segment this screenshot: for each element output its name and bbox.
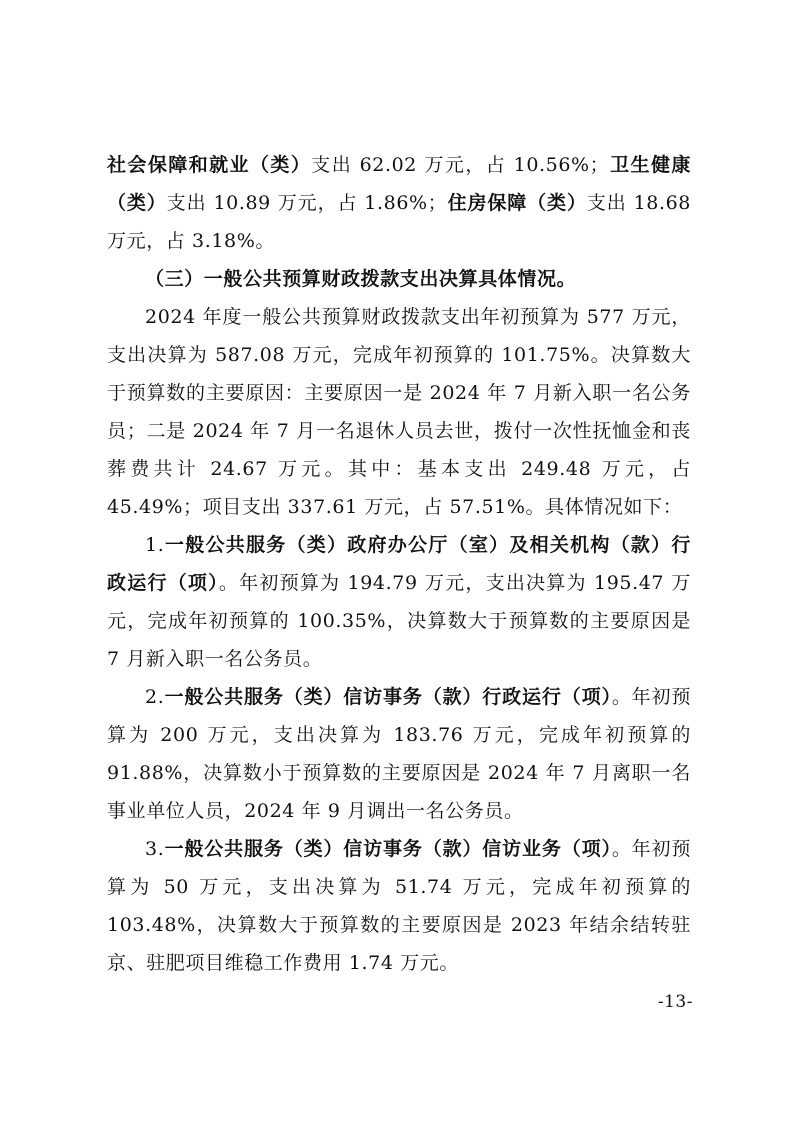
- category-health-amount: 支出 10.89 万元，占 1.86%；: [166, 192, 448, 214]
- item-text: 。年初预算为 194.79 万元，支出决算为 195.47 万元，完成年初预算的 100.35%，决算数大于预算数的主要原因是 7 月新入职一名公务员。: [107, 572, 691, 670]
- item-text: 。年初预算为 50 万元，支出决算为 51.74 万元，完成年初预算的 103.48%，决算数大于预算数的主要原因是 2023 年结余结转驻京、驻肥项目维稳工作费用 1.74 万元。: [107, 838, 691, 974]
- item-title: 一般公共服务（类）信访事务（款）行政运行（项）: [164, 686, 612, 708]
- item-number: 3.: [145, 838, 165, 860]
- category-social-security-amount: 支出 62.02 万元，占 10.56%；: [311, 154, 610, 176]
- category-social-security: 社会保障和就业（类）: [107, 154, 312, 176]
- list-item-3: [107, 830, 691, 982]
- category-housing: 住房保障（类）: [447, 192, 587, 214]
- document-body: [107, 146, 691, 982]
- section-heading-3: （三）一般公共预算财政拨款支出决算具体情况。: [145, 268, 577, 290]
- list-item-2: [107, 678, 691, 830]
- item-title: 一般公共服务（类）信访事务（款）信访业务（项）: [164, 838, 612, 860]
- paragraph-expenditure-categories: [107, 146, 691, 260]
- item-number: 2.: [145, 686, 165, 708]
- item-number: 1.: [145, 534, 165, 556]
- category-health: 卫生健康（类）: [107, 154, 691, 214]
- category-housing-amount: 支出 18.68 万元，占 3.18%。: [107, 192, 691, 252]
- paragraph-budget-summary: 2024 年度一般公共预算财政拨款支出年初预算为 577 万元，支出决算为 587.08 万元，完成年初预算的 101.75%。决算数大于预算数的主要原因：主要原因一是 2024 年 7 月新入职一名公务员；二是 2024 年 7 月一名退休人员去世，拨付一次性抚恤金和丧葬费共计 24.67 万元。其中：基本支出 249.48 万元，占 45.49%；项目支出 337.61 万元，占 57.51%。具体情况如下：: [107, 306, 691, 518]
- item-title: 一般公共服务（类）政府办公厅（室）及相关机构（款）行政运行（项）: [107, 534, 691, 594]
- list-item-1: [107, 526, 691, 678]
- item-text: 。年初预算为 200 万元，支出决算为 183.76 万元，完成年初预算的 91.88%，决算数小于预算数的主要原因是 2024 年 7 月离职一名事业单位人员，2024 年 9 月调出一名公务员。: [107, 686, 691, 822]
- page-number: -13-: [657, 992, 693, 1012]
